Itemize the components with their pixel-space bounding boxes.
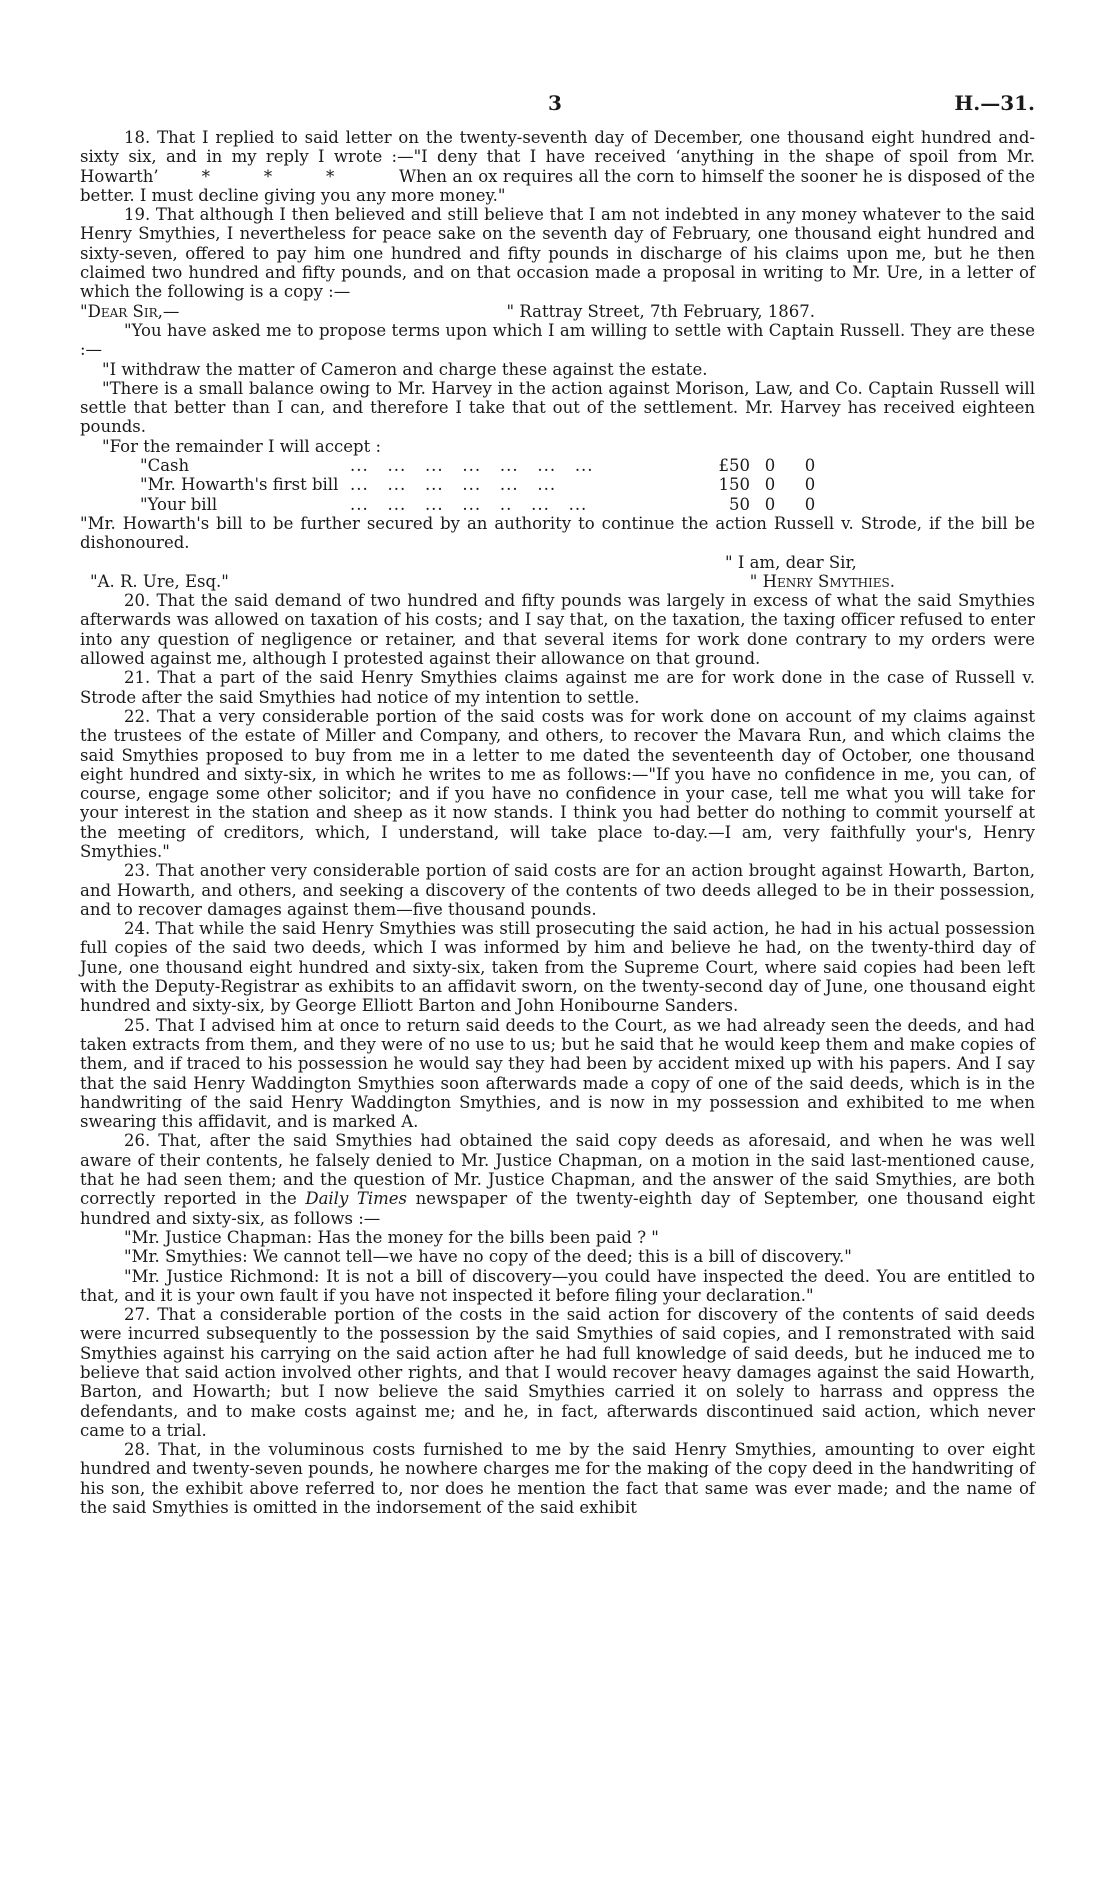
term-pence: 0: [804, 494, 816, 514]
paragraph-20: 20. That the said demand of two hundred and fifty pounds was largely in excess of what the said Smythies afterwards was allowed on taxation of his costs; and I say that, on the taxation, the taxing officer refused to enter into any question of negligence or retainer, and that several items for work done contrary to my orders were allowed against me, although I protested against their allowance on that ground.: [80, 591, 1035, 669]
letter-addressee: "A. R. Ure, Esq.": [90, 571, 229, 591]
term-shillings: 0: [764, 494, 776, 514]
newspaper-title: Daily Times: [305, 1189, 408, 1209]
letter-heading: [80, 302, 1035, 321]
term-shillings: 0: [764, 475, 776, 495]
letter-signature: " Henry Smythies.: [749, 571, 895, 591]
term-pence: 0: [804, 475, 816, 495]
letter-address-date: " Rattray Street, 7th February, 1867.: [506, 301, 815, 321]
term-label: "Mr. Howarth's first bill: [140, 475, 339, 495]
table-row: [140, 495, 830, 514]
term-pounds: 50: [729, 494, 750, 514]
paragraph-22: 22. That a very considerable portion of the said costs was for work done on account of my claims against the trustees of the estate of Miller and Company, and others, to recover the Mavara Run, and which claims the said Smythies proposed to buy from me in a letter to me dated the seventeenth day of October, one thousand eight hundred and sixty-six, in which he writes to me as follows:—"If you have no confidence in me, you can, of course, engage some other solicitor; and if you have no confidence in your case, tell me what you will take for your interest in the station and sheep as it now stands. I think you had better do nothing to commit yourself at the meeting of creditors, which, I understand, will take place to-day.—I am, very faithfully your's, Henry Smythies.": [80, 706, 1035, 861]
table-row: [140, 456, 830, 475]
letter-line-1: "You have asked me to propose terms upon which I am willing to settle with Captain Russell. They are these :—: [80, 320, 1035, 360]
page-header: [80, 91, 1035, 128]
paragraph-18: [80, 128, 1035, 205]
asterisks-ellipsis: * * *: [201, 166, 335, 186]
paragraph-21: 21. That a part of the said Henry Smythies claims against me are for work done in the case of Russell v. Strode after the said Smythies had notice of my intention to settle.: [80, 668, 1035, 707]
term-label: "Cash: [140, 456, 190, 476]
letter-salutation: "Dear Sir,—: [80, 301, 180, 321]
letter-line-4: "For the remainder I will accept :: [102, 436, 382, 456]
quote-richmond: "Mr. Justice Richmond: It is not a bill of discovery—you could have inspected the deed. You are entitled to that, and it is your own fault if you have not inspected it before filing your declaration.": [80, 1266, 1035, 1305]
letter-line-3: "There is a small balance owing to Mr. Harvey in the action against Morison, Law, and Co. Captain Russell will settle that better than I can, and therefore I take that out of the settlement. Mr. Harvey has received eighteen pounds.: [80, 378, 1035, 437]
paragraph-24: 24. That while the said Henry Smythies was still prosecuting the said action, he had in his actual possession full copies of the said two deeds, which I was informed by him and believe he had, on the twenty-third day of June, one thousand eight hundred and sixty-six, taken from the Supreme Court, where said copies had been left with the Deputy-Registrar as exhibits to an affidavit sworn, on the twenty-second day of June, one thousand eight hundred and sixty-six, by George Elliott Barton and John Honibourne Sanders.: [80, 919, 1035, 1016]
paragraph-26-after: newspaper of the twenty-eighth day of September, one thousand eight hundred and sixty-six, as follows :—: [80, 1189, 1035, 1228]
paragraph-18-part2: When an ox requires all the corn to himself the sooner he is disposed of the better. I must decline giving you any more money.": [80, 166, 1035, 205]
term-label: "Your bill: [140, 494, 218, 514]
quote-chapman: "Mr. Justice Chapman: Has the money for the bills been paid ? ": [124, 1227, 659, 1247]
term-pounds: £50: [718, 456, 750, 476]
paragraph-23: 23. That another very considerable portion of said costs are for an action brought against Howarth, Barton, and Howarth, and others, and seeking a discovery of the contents of two deeds alleged to be in their possession, and to recover damages against them—five thousand pounds.: [80, 861, 1035, 919]
leader-dots: ... ... ... ... ... ...: [350, 475, 557, 495]
quote-smythies: "Mr. Smythies: We cannot tell—we have no copy of the deed; this is a bill of discovery.": [124, 1247, 852, 1267]
paper-reference: H.—31.: [954, 91, 1035, 115]
paragraph-26-before: 26. That, after the said Smythies had obtained the said copy deeds as aforesaid, and when he was well aware of their contents, he falsely denied to Mr. Justice Chapman, on a motion in the said last-mentioned cause, that he had seen them; and the question of Mr. Justice Chapman, and the answer of the said Smythies, are both correctly reported in the: [80, 1131, 1035, 1209]
leader-dots: ... ... ... ... .. ... ...: [350, 494, 588, 514]
paragraph-19: 19. That although I then believed and still believe that I am not indebted in any money whatever to the said Henry Smythies, I nevertheless for peace sake on the seventh day of February, one thousand eight hundred and sixty-seven, offered to pay him one hundred and fifty pounds in discharge of his claims upon me, but he then claimed two hundred and fifty pounds, and on that occasion made a proposal in writing to Mr. Ure, in a letter of which the following is a copy :—: [80, 205, 1035, 302]
letter-line-2: "I withdraw the matter of Cameron and charge these against the estate.: [102, 359, 708, 379]
paragraph-27: 27. That a considerable portion of the costs in the said action for discovery of the contents of said deeds were incurred subsequently to the possession by the said Smythies of said copies, and I remonstrated with said Smythies against his carrying on the said action after he had full knowledge of said deeds, but he induced me to believe that said action involved other rights, and that I would recover heavy damages against the said Howarth, Barton, and Howarth; but I now believe the said Smythies carried it on solely to harrass and oppress the defendants, and to make costs against me; and he, in fact, afterwards discontinued said action, which never came to a trial.: [80, 1305, 1035, 1440]
letter-line-5: "Mr. Howarth's bill to be further secured by an authority to continue the action Russell v. Strode, if the bill be dishonoured.: [80, 513, 1035, 553]
term-shillings: 0: [764, 456, 776, 476]
paragraph-18-part1: 18. That I replied to said letter on the twenty-seventh day of December, one thousand eight hundred and-sixty six, and in my reply I wrote :—"I deny that I have received ‘anything in the shape of spoil from Mr. Howarth’: [80, 128, 1035, 186]
letter-signoff: [80, 572, 1035, 591]
table-row: [140, 475, 830, 494]
leader-dots: ... ... ... ... ... ... ...: [350, 456, 594, 476]
paragraph-25: 25. That I advised him at once to return said deeds to the Court, as we had already seen the deeds, and had taken extracts from them, and they were of no use to us; but he said that he would keep them and make copies of them, and if traced to his possession he would say they had been by accident mixed up with his papers. And I say that the said Henry Waddington Smythies soon afterwards made a copy of one of the said deeds, which is in the handwriting of the said Henry Waddington Smythies, and is now in my possession and exhibited to me when swearing this affidavit, and is marked A.: [80, 1015, 1035, 1132]
page-number: 3: [548, 91, 562, 115]
term-pounds: 150: [718, 475, 750, 495]
paragraph-26: [80, 1131, 1035, 1227]
quoted-letter: [80, 302, 1035, 591]
letter-closing: " I am, dear Sir,: [725, 552, 857, 572]
document-page: [80, 91, 1035, 1518]
settlement-terms-table: [140, 456, 830, 514]
paragraph-28: 28. That, in the voluminous costs furnished to me by the said Henry Smythies, amounting to over eight hundred and twenty-seven pounds, he nowhere charges me for the making of the copy deed in the handwriting of his son, the exhibit above referred to, nor does he mention the fact that same was ever made; and the name of the said Smythies is omitted in the indorsement of the said exhibit: [80, 1440, 1035, 1518]
term-pence: 0: [804, 456, 816, 476]
